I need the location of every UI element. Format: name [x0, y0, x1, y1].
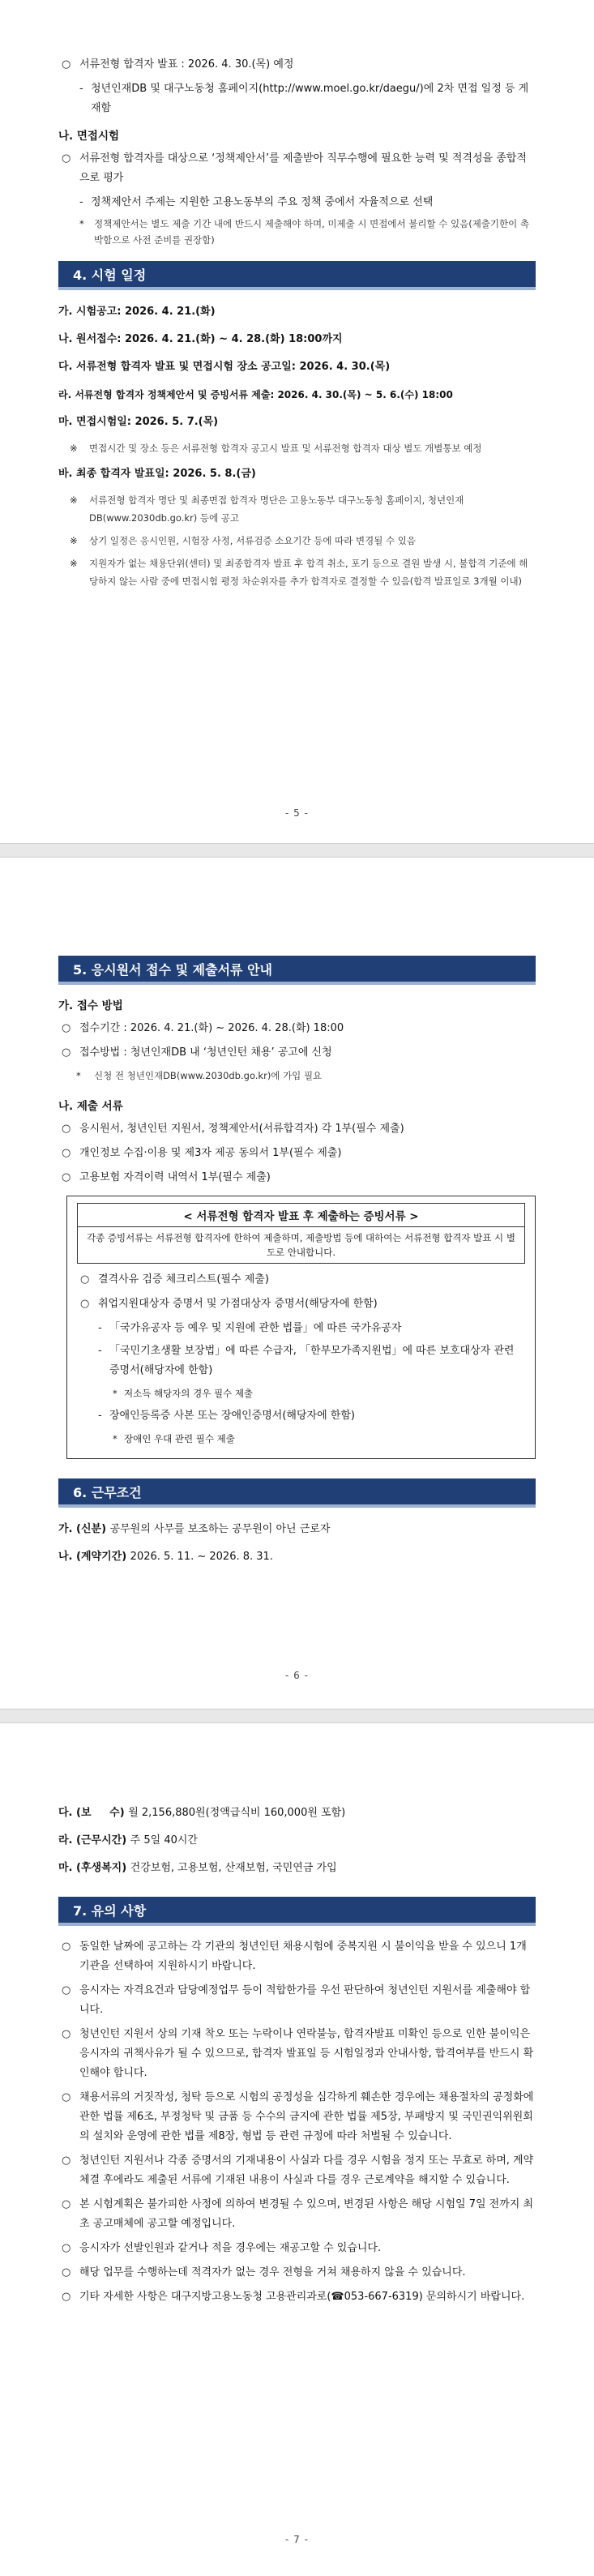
schedule-row-3: [58, 384, 536, 405]
condition-value: 주 5일 40시간: [130, 1834, 198, 1846]
box-item-5: [77, 1406, 525, 1426]
page-separator: [0, 844, 594, 857]
box-description: 각종 증빙서류는 서류전형 합격자에 한하여 제출하며, 제출방법 등에 대하여는 서류전형 합격자 발표 시 별도로 안내합니다.: [77, 1227, 525, 1264]
final-label: 바. 최종 합격자 발표일:: [58, 468, 169, 480]
box-item-text: 「국민기초생활 보장법」에 따른 수급자, 「한부모가족지원법」에 따른 보호대상자 관련 증명서(해당자에 한함): [109, 1345, 515, 1376]
schedule-label: 라. 서류전형 합격자 정책제안서 및 증빙서류 제출:: [58, 389, 275, 400]
box-item-text: 장애인등록증 사본 또는 장애인증명서(해당자에 한함): [109, 1410, 355, 1422]
caution-item-6: [58, 2239, 536, 2258]
interview-text: 서류전형 합격자를 대상으로 ‘정책제안서’를 제출받아 직무수행에 필요한 능력 및 적격성을 종합적으로 평가: [79, 152, 527, 184]
bullet: *: [113, 1433, 118, 1444]
page-5: [0, 0, 594, 843]
box-item-6: [77, 1429, 525, 1448]
bullet: *: [76, 1070, 81, 1081]
final-value: 2026. 5. 8.(금): [173, 468, 256, 480]
bullet: ○: [62, 2028, 71, 2040]
page-number: - 6 -: [285, 1670, 309, 1681]
page-separator: [0, 1709, 594, 1722]
method-heading: 가. 접수 방법: [58, 999, 123, 1012]
schedule-row-1: [58, 329, 536, 350]
caution-text: 본 시험계획은 불가피한 사정에 의하여 변경될 수 있으며, 변경된 사항은 해당 시험일 7일 전까지 최초 공고매체에 공고할 예정입니다.: [79, 2198, 534, 2230]
caution-item-8: [58, 2287, 536, 2307]
bullet: ○: [62, 1147, 71, 1159]
bullet: ○: [62, 2155, 71, 2167]
note-text: 면접시간 및 장소 등은 서류전형 합격자 공고시 발표 및 서류전형 합격자 대상 별도 개별통보 예정: [89, 443, 482, 454]
note-text: 서류전형 합격자 명단 및 최종면접 합격자 명단은 고용노동부 대구노동청 홈페이지, 청년인재DB(www.2030db.go.kr) 등에 공고: [89, 494, 464, 524]
bullet: ○: [62, 1123, 71, 1135]
interview-item-1: [58, 193, 536, 212]
doc-text: 응시원서, 청년인턴 지원서, 정책제안서(서류합격자) 각 1부(필수 제출): [79, 1123, 404, 1135]
bullet: ○: [62, 2091, 71, 2103]
condition-label: 마. (후생복지): [58, 1862, 127, 1874]
caution-text: 청년인턴 지원서나 각종 증명서의 기재내용이 사실과 다를 경우 시험을 정지 또는 무효로 하며, 계약체결 후에라도 제출된 서류에 기재된 내용이 사실과 다를 경우 근로계약을 해지할 수 있습니다.: [79, 2155, 534, 2186]
schedule-label: 다. 서류전형 합격자 발표 및 면접시험 장소 공고일:: [58, 361, 296, 373]
docs-heading: 나. 제출 서류: [58, 1100, 123, 1113]
box-item-text: 「국가유공자 등 예우 및 지원에 관한 법률」에 따른 국가유공자: [109, 1322, 402, 1334]
top-item-0: [58, 55, 536, 75]
schedule-value: 2026. 4. 30.(목) ~ 5. 6.(수) 18:00: [277, 389, 453, 400]
section-4-title: 4. 시험 일정: [58, 261, 536, 290]
condition-value: 건강보험, 고용보험, 산재보험, 국민연금 가입: [130, 1862, 337, 1874]
section-5-title: 5. 응시원서 접수 및 제출서류 안내: [58, 956, 536, 985]
box-title: < 서류전형 합격자 발표 후 제출하는 증빙서류 >: [77, 1203, 525, 1227]
section-6-title: 6. 근무조건: [58, 1478, 536, 1508]
schedule-row-4: [58, 412, 536, 433]
box-item-4: [77, 1384, 525, 1403]
bullet: ○: [62, 58, 71, 71]
method-item-1: [58, 1043, 536, 1063]
final-note-0: [58, 491, 536, 527]
box-item-text: 저소득 해당자의 경우 필수 제출: [124, 1388, 254, 1399]
bullet: -: [79, 196, 83, 208]
bullet: ○: [62, 1046, 71, 1059]
condition-label: 나. (계약기간): [58, 1551, 127, 1563]
page-number: - 7 -: [285, 2534, 309, 2545]
condition-value: 월 2,156,880원(정액급식비 160,000원 포함): [128, 1807, 346, 1819]
bullet: ○: [62, 152, 71, 165]
bullet: ○: [62, 2291, 71, 2303]
method-text: 접수방법 : 청년인재DB 내 ‘청년인턴 채용’ 공고에 신청: [79, 1046, 332, 1059]
caution-text: 해당 업무를 수행하는데 적격자가 없는 경우 전형을 거쳐 채용하지 않을 수 있습니다.: [79, 2266, 466, 2279]
caution-text: 청년인턴 지원서 상의 기재 착오 또는 누락이나 연락불능, 합격자발표 미확인 등으로 인한 불이익은 응시자의 귀책사유가 될 수 있으므로, 합격자 발표일 등 시험일정과 안내사항, 합격여부를 반드시 확인해야 합니다.: [79, 2028, 534, 2079]
condition-value: 공무원의 사무를 보조하는 공무원이 아닌 근로자: [109, 1523, 331, 1535]
schedule-value: 2026. 4. 21.(화) ~ 4. 28.(화) 18:00까지: [125, 333, 343, 345]
bullet: ○: [62, 1022, 71, 1034]
condition-label: 라. (근무시간): [58, 1834, 127, 1846]
bullet: ※: [70, 535, 78, 546]
caution-text: 응시자는 자격요건과 담당예정업무 등이 적합한가를 우선 판단하여 청년인턴 지원서를 제출해야 합니다.: [79, 1984, 531, 2016]
method-text: 접수기간 : 2026. 4. 21.(화) ~ 2026. 4. 28.(화) 18:00: [79, 1022, 344, 1034]
condition-label: 다. (보 수): [58, 1807, 125, 1819]
docs-item-1: [58, 1144, 536, 1163]
caution-item-4: [58, 2151, 536, 2190]
bullet: ○: [62, 2198, 71, 2210]
caution-item-0: [58, 1937, 536, 1976]
condition-row-4: [58, 1858, 536, 1879]
final-note-2: [58, 554, 536, 590]
page-7: [0, 1723, 594, 2576]
doc-text: 고용보험 자격이력 내역서 1부(필수 제출): [79, 1171, 271, 1183]
interview-item-2: [58, 216, 536, 248]
bullet: ○: [80, 1298, 90, 1310]
bullet: ※: [70, 443, 78, 454]
condition-value: 2026. 5. 11. ~ 2026. 8. 31.: [130, 1551, 273, 1563]
bullet: *: [79, 218, 84, 229]
caution-item-1: [58, 1981, 536, 2020]
caution-item-7: [58, 2263, 536, 2283]
box-item-3: [77, 1341, 525, 1380]
interview-note-text: 정책제안서는 별도 제출 기간 내에 반드시 제출해야 하며, 미제출 시 면접에서 불리할 수 있음(제출기한이 촉박함으로 사전 준비를 권장함): [94, 218, 530, 246]
section-7-title: 7. 유의 사항: [58, 1897, 536, 1926]
interview-time-note: [58, 439, 536, 457]
box-item-text: 취업지원대상자 증명서 및 가점대상자 증명서(해당자에 한함): [98, 1298, 378, 1310]
bullet: *: [113, 1388, 118, 1399]
bullet: ○: [62, 1171, 71, 1183]
box-item-text: 장애인 우대 관련 필수 제출: [124, 1433, 235, 1444]
interview-text: 정책제안서 주제는 지원한 고용노동부의 주요 정책 중에서 자율적으로 선택: [91, 196, 434, 208]
caution-text: 동일한 날짜에 공고하는 각 기관의 청년인턴 채용시험에 중복지원 시 불이익을 받을 수 있으니 1개 기관을 선택하여 지원하시기 바랍니다.: [79, 1941, 527, 1972]
schedule-value: 2026. 4. 30.(목): [299, 361, 391, 373]
schedule-label: 나. 원서접수:: [58, 333, 122, 345]
caution-item-5: [58, 2195, 536, 2234]
bullet: ○: [80, 1273, 90, 1286]
doc-text: 개인정보 수집·이용 및 제3자 제공 동의서 1부(필수 제출): [79, 1147, 342, 1159]
caution-text: 응시자가 선발인원과 같거나 적을 경우에는 재공고할 수 있습니다.: [79, 2242, 382, 2254]
bullet: ○: [62, 1941, 71, 1953]
docs-item-0: [58, 1119, 536, 1139]
schedule-label: 가. 시험공고:: [58, 306, 122, 318]
final-note-1: [58, 532, 536, 550]
method-item-0: [58, 1019, 536, 1038]
condition-row-2: [58, 1803, 536, 1824]
evidence-documents-box: [66, 1196, 536, 1459]
bullet: -: [98, 1410, 102, 1422]
note-text: 신청 전 청년인재DB(www.2030db.go.kr)에 가입 필요: [94, 1070, 323, 1081]
bullet: -: [98, 1345, 102, 1357]
condition-label: 가. (신분): [58, 1523, 107, 1535]
caution-text: 채용서류의 거짓작성, 청탁 등으로 시험의 공정성을 심각하게 훼손한 경우에는 채용절차의 공정화에 관한 법률 제6조, 부정청탁 및 금품 등 수수의 금지에 관한 법률 제5장, 부패방지 및 국민권익위원회의 설치와 운영에 관한 법률 제8장, 형법 등 관련 규정에 따라 처벌될 수 있습니다.: [79, 2091, 534, 2142]
box-item-2: [77, 1319, 525, 1338]
page-number: - 5 -: [285, 807, 309, 819]
bullet: -: [98, 1322, 102, 1334]
docs-item-2: [58, 1168, 536, 1187]
note-text: 지원자가 없는 채용단위(센터) 및 최종합격자 발표 후 합격 취소, 포기 등으로 결원 발생 시, 불합격 기준에 해당하지 않는 사람 중에 면접시험 평정 차순위자를 추가 합격자로 결정할 수 있음(합격 발표일로 3개월 이내): [89, 558, 528, 587]
schedule-row-0: [58, 302, 536, 323]
bullet: ○: [62, 2242, 71, 2254]
condition-row-1: [58, 1547, 536, 1568]
condition-row-3: [58, 1830, 536, 1851]
interview-item-0: [58, 149, 536, 188]
bullet: ○: [62, 1984, 71, 1996]
bullet: -: [79, 83, 83, 95]
condition-row-0: [58, 1519, 536, 1540]
page-6: [0, 858, 594, 1709]
top-item-1: [58, 79, 536, 118]
box-item-1: [77, 1294, 525, 1314]
caution-text: 기타 자세한 사항은 대구지방고용노동청 고용관리과로(☎053-667-6319) 문의하시기 바랍니다.: [79, 2291, 525, 2303]
result-announcement-text: 서류전형 합격자 발표 : 2026. 4. 30.(목) 예정: [79, 58, 294, 71]
schedule-row-2: [58, 357, 536, 378]
method-note: [58, 1068, 536, 1084]
caution-item-3: [58, 2088, 536, 2146]
schedule-value: 2026. 4. 21.(화): [125, 306, 216, 318]
schedule-value: 2026. 5. 7.(목): [135, 416, 219, 428]
box-item-0: [77, 1270, 525, 1290]
final-announcement-row: [58, 464, 536, 485]
schedule-label: 마. 면접시험일:: [58, 416, 132, 428]
note-text: 상기 일정은 응시인원, 시험장 사정, 서류검증 소요기간 등에 따라 변경될 수 있음: [89, 535, 417, 546]
interview-heading: 나. 면접시험: [58, 130, 120, 143]
bullet: ○: [62, 2266, 71, 2279]
bullet: ※: [70, 494, 78, 506]
posting-notice-text: 청년인재DB 및 대구노동청 홈페이지(http://www.moel.go.kr/daegu/)에 2차 면접 일정 등 게재함: [91, 83, 529, 114]
caution-item-2: [58, 2025, 536, 2083]
box-item-text: 결격사유 검증 체크리스트(필수 제출): [98, 1273, 269, 1286]
bullet: ※: [70, 558, 78, 569]
